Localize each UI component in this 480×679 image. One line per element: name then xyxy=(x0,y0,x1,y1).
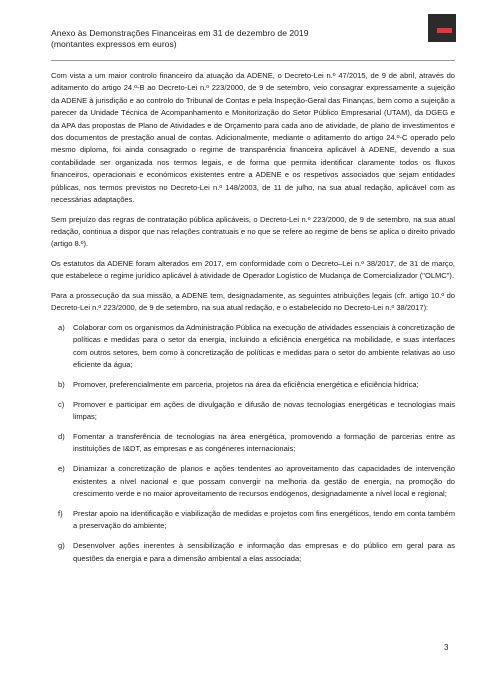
list-item-letter: e) xyxy=(58,464,65,474)
paragraph-2: Sem prejuízo das regras de contratação pública aplicáveis, o Decreto-Lei n.º 223/2000, de 9 de setembro, na sua atual redação, continua a dispor que nas relações contratuais e no que se refere ao regime de bens se aplica o direito privado (artigo 8.º). xyxy=(51,214,455,249)
paragraph-3: Os estatutos da ADENE foram alterados em 2017, em conformidade com o Decreto–Lei n.º 38/2017, de 31 de março, que estabelece o regime jurídico aplicável à atividade de Operador Logístico de Mudança de Comercializador ("OLMC"). xyxy=(51,259,455,281)
attributions-list xyxy=(51,322,455,565)
list-item xyxy=(51,379,455,391)
list-item-letter: c) xyxy=(58,399,65,409)
list-item-letter: d) xyxy=(58,432,65,442)
list-item-text: Dinamizar a concretização de planos e ações tendentes ao aproveitamento das capacidades de intervenção existentes a nível nacional e que possam convergir na melhoria da gestão de energia, na promoção do crescimento verde e no maior aproveitamento de recursos endógenos, designadamente a nível local e regional; xyxy=(73,464,455,499)
list-item-text: Prestar apoio na identificação e viabilização de medidas e projetos com fins energéticos, tendo em conta também a preservação do ambiente; xyxy=(73,508,455,531)
list-item-text: Desenvolver ações inerentes à sensibilização e informação das empresas e do público em geral para as questões da energia e para a dimensão ambiental a elas associada; xyxy=(73,541,455,563)
page-number: 3 xyxy=(444,643,449,652)
list-item-text: Fomentar a transferência de tecnologias na área energética, promovendo a formação de parcerias entre as instituições de I&DT, as empresas e as congéneres internacionais; xyxy=(73,432,455,454)
list-item-letter: g) xyxy=(58,541,65,551)
header-divider xyxy=(51,60,455,61)
paragraph-1: Com vista a um maior controlo financeiro da atuação da ADENE, o Decreto-Lei n.º 47/2015, de 9 de abril, através do aditamento do artigo 24.º-B ao Decreto-Lei n.º 223/2000, de 9 de setembro, veio consagrar expressamente a sujeição da ADENE à jurisdição e ao controlo do Tribunal de Contas e pela Inspeção-Geral das Finanças, bem como a sujeição a parecer da Unidade Técnica de Acompanhamento e Monitorização do Setor Público Empresarial (UTAM), da DGEG e da APA das propostas de Plano de Atividades e de Orçamento para cada ano de atividade, de plano de investimentos e dos documentos de prestação anual de contas. Adicionalmente, mediante o aditamento do artigo 24.º-C operado pelo mesmo diploma, foi ainda consagrado o regime de transparência financeira aplicável à ADENE, devendo a sua contabilidade ser organizada nos termos legais, e de forma que permita identificar claramente todos os fluxos financeiros, operacionais e económicos existentes entre a ADENE e os respetivos associados que sejam entidades públicas, nos termos previstos no Decreto-Lei n.º 148/2003, de 11 de julho, na sua atual redação, aplicável com as necessárias adaptações. xyxy=(51,71,455,205)
list-item xyxy=(51,399,455,424)
adene-logo-icon xyxy=(428,14,456,42)
list-item-letter: b) xyxy=(58,380,65,390)
list-item xyxy=(51,322,455,372)
list-item-text: Promover, preferencialmente em parceria, projetos na área da eficiência energética e eficiência hídrica; xyxy=(73,380,419,390)
list-item-text: Colaborar com os organismos da Administração Pública na execução de atividades essenciais à concretização de políticas e medidas para o setor da energia, incluindo a eficiência energética na mobilidade, e suas interfaces com outros setores, bem como à concretização de políticas e medidas para o setor do ambiente relativas ao uso eficiente da água; xyxy=(73,323,455,370)
list-item xyxy=(51,431,455,456)
list-item-letter: a) xyxy=(58,323,65,333)
header-subtitle: (montantes expressos em euros) xyxy=(51,39,177,49)
list-item-text: Promover e participar em ações de divulgação e difusão de novas tecnologias energéticas e tecnologias mais limpas; xyxy=(73,399,455,422)
list-item xyxy=(51,463,455,500)
list-item xyxy=(51,508,455,533)
document-body xyxy=(51,70,455,572)
list-item xyxy=(51,540,455,565)
header-title: Anexo às Demonstrações Financeiras em 31 de dezembro de 2019 xyxy=(51,28,309,38)
paragraph-4: Para a prossecução da sua missão, a ADENE tem, designadamente, as seguintes atribuições legais (cfr. artigo 10.º do Decreto-Lei n.º 223/2000, de 9 de setembro, na sua atual redação, e o estabelecido no Decreto-Lei n.º 38/2017): xyxy=(51,291,455,313)
logo-accent-bar xyxy=(437,28,452,33)
list-item-letter: f) xyxy=(58,508,63,518)
document-header xyxy=(51,28,431,50)
